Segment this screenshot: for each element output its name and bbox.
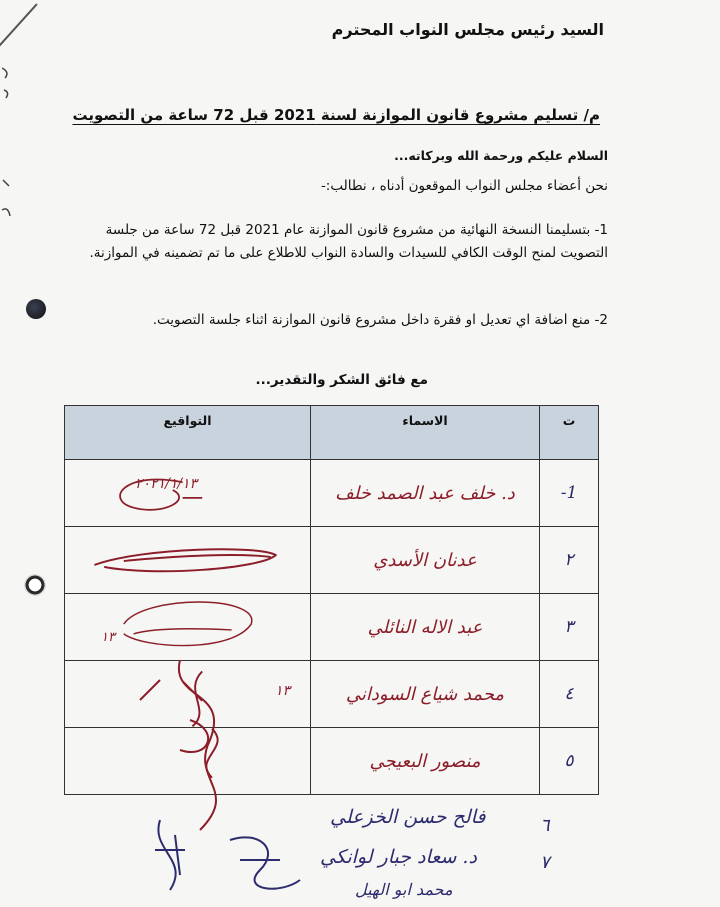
punch-hole-top	[26, 299, 46, 319]
addressee: السيد رئيس مجلس النواب المحترم	[331, 20, 604, 39]
row-name: عدنان الأسدي	[311, 527, 540, 594]
signature-date: ٢٠٢١/١/١٣	[135, 476, 198, 492]
table-row	[65, 594, 599, 661]
page-edge-line	[0, 3, 38, 49]
closing-line: مع فائق الشكر والتقدير...	[255, 372, 428, 388]
table-row	[65, 460, 599, 527]
row-signature	[65, 594, 311, 661]
handwritten-signature	[65, 594, 310, 660]
extra-name: فالح حسن الخزعلي	[330, 806, 486, 828]
punch-hole-bottom	[24, 574, 46, 596]
margin-marks	[0, 60, 14, 230]
row-number: ٢	[540, 527, 599, 594]
table-row	[65, 527, 599, 594]
handwritten-signature	[65, 728, 310, 794]
row-name: محمد شياع السوداني	[311, 661, 540, 728]
row-signature	[65, 527, 311, 594]
table-row	[65, 661, 599, 728]
header-signatures: التواقيع	[65, 406, 311, 460]
table-row	[65, 728, 599, 795]
row-signature	[65, 661, 311, 728]
row-number: ٣	[540, 594, 599, 661]
extra-number: ٦	[540, 815, 550, 836]
intro-text: نحن أعضاء مجلس النواب الموقعون أدناه ، نطالب:-	[320, 178, 608, 194]
handwritten-signature	[230, 837, 300, 888]
handwritten-signature	[65, 527, 310, 593]
signatures-table	[64, 405, 599, 795]
row-number: ٥	[540, 728, 599, 795]
row-number: 1-	[540, 460, 599, 527]
signature-date: ١٣	[275, 683, 291, 699]
row-name: د. خلف عبد الصمد خلف	[311, 460, 540, 527]
row-name: منصور البعيجي	[311, 728, 540, 795]
row-name: عبد الاله النائلي	[311, 594, 540, 661]
header-number: ت	[540, 406, 599, 460]
demand-item-1: 1- بتسليمنا النسخة النهائية من مشروع قانون الموازنة عام 2021 قبل 72 ساعة من جلسة التصويت لمنح الوقت الكافي للسيدات والسادة النواب للاطلاع على ما تم تضمينه في الموازنة.	[89, 222, 608, 261]
extra-name: د. سعاد جبار لوانكي	[320, 846, 477, 868]
greeting: السلام عليكم ورحمة الله وبركاته...	[394, 148, 608, 163]
row-number: ٤	[540, 661, 599, 728]
row-signature	[65, 460, 311, 527]
extra-name: محمد ابو الهيل	[355, 880, 453, 899]
header-names: الاسماء	[311, 406, 540, 460]
row-signature	[65, 728, 311, 795]
demand-item-2: 2- منع اضافة اي تعديل او فقرة داخل مشروع قانون الموازنة اثناء جلسة التصويت.	[152, 312, 608, 328]
handwritten-signature	[155, 820, 185, 890]
handwritten-signature	[65, 661, 310, 727]
subject-line: م/ تسليم مشروع قانون الموازنة لسنة 2021 قبل 72 ساعة من التصويت	[72, 106, 600, 124]
handwritten-signature	[65, 460, 310, 526]
table-header-row	[65, 406, 599, 460]
extra-number: ٧	[540, 852, 550, 873]
signature-date: ١٣	[101, 630, 115, 645]
